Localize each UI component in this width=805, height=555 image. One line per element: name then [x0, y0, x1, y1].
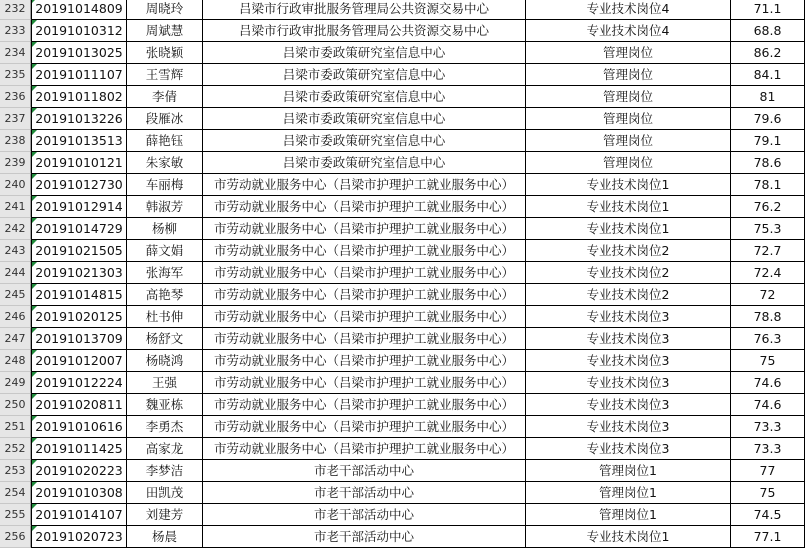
- cell-score[interactable]: 74.6: [731, 372, 805, 394]
- text-number-indicator-icon: [32, 350, 37, 355]
- cell-name[interactable]: 薛文娟: [127, 240, 203, 262]
- cell-text: 20191010308: [35, 485, 123, 500]
- cell-score[interactable]: 72.4: [731, 262, 805, 284]
- cell-position[interactable]: 管理岗位: [526, 108, 731, 130]
- cell-unit[interactable]: 市劳动就业服务中心（吕梁市护理护工就业服务中心）: [203, 262, 526, 284]
- cell-position[interactable]: 管理岗位: [526, 130, 731, 152]
- cell-name[interactable]: 王强: [127, 372, 203, 394]
- cell-text: 20191012730: [35, 177, 123, 192]
- cell-text: 20191010616: [35, 419, 123, 434]
- cell-name[interactable]: 韩淑芳: [127, 196, 203, 218]
- cell-name[interactable]: 车丽梅: [127, 174, 203, 196]
- cell-id[interactable]: [31, 86, 127, 108]
- cell-text: 20191013226: [35, 111, 123, 126]
- cell-text: 20191011107: [35, 67, 123, 82]
- text-number-indicator-icon: [32, 284, 37, 289]
- cell-position[interactable]: 专业技术岗位2: [526, 262, 731, 284]
- cell-unit[interactable]: 吕梁市委政策研究室信息中心: [203, 108, 526, 130]
- cell-score[interactable]: 78.8: [731, 306, 805, 328]
- text-number-indicator-icon: [32, 64, 37, 69]
- text-number-indicator-icon: [32, 394, 37, 399]
- cell-text: 20191020723: [35, 529, 123, 544]
- cell-score[interactable]: 74.6: [731, 394, 805, 416]
- cell-score[interactable]: 68.8: [731, 20, 805, 42]
- table-row[interactable]: [0, 526, 805, 548]
- cell-name[interactable]: 刘建芳: [127, 504, 203, 526]
- text-number-indicator-icon: [32, 460, 37, 465]
- row-number-header[interactable]: 253: [0, 460, 31, 482]
- cell-score[interactable]: 75: [731, 350, 805, 372]
- table-row[interactable]: [0, 504, 805, 526]
- cell-name[interactable]: 高艳琴: [127, 284, 203, 306]
- row-number-header[interactable]: 235: [0, 64, 31, 86]
- table-row[interactable]: [0, 262, 805, 284]
- cell-text: 20191020125: [35, 309, 123, 324]
- cell-text: 20191014809: [35, 1, 123, 16]
- text-number-indicator-icon: [32, 174, 37, 179]
- table-row[interactable]: [0, 306, 805, 328]
- text-number-indicator-icon: [32, 482, 37, 487]
- row-number-header[interactable]: 250: [0, 394, 31, 416]
- table-row[interactable]: [0, 152, 805, 174]
- text-number-indicator-icon: [32, 196, 37, 201]
- table-row[interactable]: [0, 482, 805, 504]
- cell-text: 20191021303: [35, 265, 123, 280]
- cell-text: 20191020223: [35, 463, 123, 478]
- cell-unit[interactable]: 市老干部活动中心: [203, 526, 526, 548]
- cell-name[interactable]: 周晓玲: [127, 0, 203, 20]
- table-row[interactable]: [0, 196, 805, 218]
- cell-unit[interactable]: 市劳动就业服务中心（吕梁市护理护工就业服务中心）: [203, 174, 526, 196]
- table-row[interactable]: [0, 218, 805, 240]
- cell-id[interactable]: [31, 64, 127, 86]
- cell-position[interactable]: 专业技术岗位3: [526, 306, 731, 328]
- row-number-header[interactable]: 234: [0, 42, 31, 64]
- text-number-indicator-icon: [32, 152, 37, 157]
- cell-name[interactable]: 薛艳钰: [127, 130, 203, 152]
- cell-score[interactable]: 75.3: [731, 218, 805, 240]
- cell-id[interactable]: [31, 328, 127, 350]
- row-number-header[interactable]: 247: [0, 328, 31, 350]
- text-number-indicator-icon: [32, 306, 37, 311]
- cell-text: 20191012224: [35, 375, 123, 390]
- row-number-header[interactable]: 249: [0, 372, 31, 394]
- cell-score[interactable]: 75: [731, 482, 805, 504]
- text-number-indicator-icon: [32, 240, 37, 245]
- cell-unit[interactable]: 市劳动就业服务中心（吕梁市护理护工就业服务中心）: [203, 218, 526, 240]
- cell-text: 20191020811: [35, 397, 123, 412]
- cell-unit[interactable]: 市老干部活动中心: [203, 460, 526, 482]
- cell-position[interactable]: 管理岗位: [526, 42, 731, 64]
- cell-position[interactable]: 专业技术岗位1: [526, 218, 731, 240]
- row-number-header[interactable]: 252: [0, 438, 31, 460]
- cell-position[interactable]: 专业技术岗位3: [526, 372, 731, 394]
- row-number-header[interactable]: 239: [0, 152, 31, 174]
- cell-id[interactable]: [31, 372, 127, 394]
- cell-score[interactable]: 72.7: [731, 240, 805, 262]
- cell-position[interactable]: 专业技术岗位3: [526, 416, 731, 438]
- text-number-indicator-icon: [32, 86, 37, 91]
- cell-position[interactable]: 管理岗位1: [526, 460, 731, 482]
- row-number-header[interactable]: 238: [0, 130, 31, 152]
- text-number-indicator-icon: [32, 0, 37, 3]
- cell-score[interactable]: 77: [731, 460, 805, 482]
- text-number-indicator-icon: [32, 20, 37, 25]
- cell-score[interactable]: 73.3: [731, 416, 805, 438]
- cell-id[interactable]: [31, 306, 127, 328]
- table-row[interactable]: [0, 42, 805, 64]
- cell-name[interactable]: 魏亚栋: [127, 394, 203, 416]
- row-number-header[interactable]: 232: [0, 0, 31, 20]
- cell-score[interactable]: 74.5: [731, 504, 805, 526]
- cell-position[interactable]: 专业技术岗位1: [526, 526, 731, 548]
- cell-text: 20191012914: [35, 199, 123, 214]
- table-row[interactable]: [0, 460, 805, 482]
- row-number-header[interactable]: 233: [0, 20, 31, 42]
- cell-name[interactable]: 周斌慧: [127, 20, 203, 42]
- cell-id[interactable]: [31, 438, 127, 460]
- cell-unit[interactable]: 吕梁市行政审批服务管理局公共资源交易中心: [203, 0, 526, 20]
- row-number-header[interactable]: 240: [0, 174, 31, 196]
- cell-score[interactable]: 81: [731, 86, 805, 108]
- cell-text: 20191014107: [35, 507, 123, 522]
- cell-name[interactable]: 张晓颖: [127, 42, 203, 64]
- table-row[interactable]: [0, 350, 805, 372]
- row-number-header[interactable]: 245: [0, 284, 31, 306]
- row-number-header[interactable]: 255: [0, 504, 31, 526]
- cell-position[interactable]: 管理岗位: [526, 152, 731, 174]
- cell-position[interactable]: 专业技术岗位3: [526, 438, 731, 460]
- cell-unit[interactable]: 市劳动就业服务中心（吕梁市护理护工就业服务中心）: [203, 328, 526, 350]
- cell-position[interactable]: 管理岗位: [526, 64, 731, 86]
- cell-name[interactable]: 朱家敏: [127, 152, 203, 174]
- cell-text: 20191021505: [35, 243, 123, 258]
- text-number-indicator-icon: [32, 218, 37, 223]
- cell-unit[interactable]: 市劳动就业服务中心（吕梁市护理护工就业服务中心）: [203, 306, 526, 328]
- cell-unit[interactable]: 市老干部活动中心: [203, 504, 526, 526]
- table-row[interactable]: [0, 372, 805, 394]
- cell-score[interactable]: 76.3: [731, 328, 805, 350]
- text-number-indicator-icon: [32, 262, 37, 267]
- cell-unit[interactable]: 吕梁市委政策研究室信息中心: [203, 42, 526, 64]
- cell-score[interactable]: 72: [731, 284, 805, 306]
- cell-id[interactable]: [31, 504, 127, 526]
- text-number-indicator-icon: [32, 526, 37, 531]
- text-number-indicator-icon: [32, 42, 37, 47]
- cell-name[interactable]: 李梦洁: [127, 460, 203, 482]
- cell-score[interactable]: 79.1: [731, 130, 805, 152]
- row-number-header[interactable]: 243: [0, 240, 31, 262]
- cell-name[interactable]: 杨晨: [127, 526, 203, 548]
- cell-position[interactable]: 专业技术岗位1: [526, 196, 731, 218]
- row-number-header[interactable]: 254: [0, 482, 31, 504]
- row-number-header[interactable]: 237: [0, 108, 31, 130]
- table-row[interactable]: [0, 130, 805, 152]
- table-row[interactable]: [0, 394, 805, 416]
- cell-unit[interactable]: 市劳动就业服务中心（吕梁市护理护工就业服务中心）: [203, 438, 526, 460]
- cell-name[interactable]: 张海军: [127, 262, 203, 284]
- row-number-header[interactable]: 248: [0, 350, 31, 372]
- cell-unit[interactable]: 市老干部活动中心: [203, 482, 526, 504]
- cell-score[interactable]: 78.1: [731, 174, 805, 196]
- row-number-header[interactable]: 242: [0, 218, 31, 240]
- cell-name[interactable]: 杨柳: [127, 218, 203, 240]
- cell-score[interactable]: 78.6: [731, 152, 805, 174]
- cell-score[interactable]: 77.1: [731, 526, 805, 548]
- text-number-indicator-icon: [32, 108, 37, 113]
- table-row[interactable]: [0, 328, 805, 350]
- cell-name[interactable]: 杨舒文: [127, 328, 203, 350]
- table-row[interactable]: [0, 86, 805, 108]
- cell-id[interactable]: [31, 130, 127, 152]
- cell-text: 20191011802: [35, 89, 123, 104]
- table-row[interactable]: [0, 20, 805, 42]
- cell-id[interactable]: [31, 174, 127, 196]
- cell-unit[interactable]: 市劳动就业服务中心（吕梁市护理护工就业服务中心）: [203, 284, 526, 306]
- cell-name[interactable]: 段雁冰: [127, 108, 203, 130]
- table-row[interactable]: [0, 416, 805, 438]
- cell-text: 20191013513: [35, 133, 123, 148]
- cell-id[interactable]: [31, 482, 127, 504]
- cell-id[interactable]: [31, 350, 127, 372]
- cell-unit[interactable]: 市劳动就业服务中心（吕梁市护理护工就业服务中心）: [203, 416, 526, 438]
- cell-text: 20191014815: [35, 287, 123, 302]
- cell-unit[interactable]: 吕梁市委政策研究室信息中心: [203, 86, 526, 108]
- text-number-indicator-icon: [32, 328, 37, 333]
- cell-position[interactable]: 专业技术岗位1: [526, 174, 731, 196]
- table-row[interactable]: [0, 108, 805, 130]
- table-row[interactable]: [0, 240, 805, 262]
- cell-unit[interactable]: 市劳动就业服务中心（吕梁市护理护工就业服务中心）: [203, 350, 526, 372]
- cell-text: 20191011425: [35, 441, 123, 456]
- cell-name[interactable]: 杜书伸: [127, 306, 203, 328]
- cell-name[interactable]: 杨晓鸿: [127, 350, 203, 372]
- cell-text: 20191010121: [35, 155, 123, 170]
- cell-score[interactable]: 84.1: [731, 64, 805, 86]
- cell-position[interactable]: 专业技术岗位4: [526, 20, 731, 42]
- cell-name[interactable]: 李倩: [127, 86, 203, 108]
- cell-position[interactable]: 管理岗位1: [526, 482, 731, 504]
- cell-position[interactable]: 专业技术岗位3: [526, 328, 731, 350]
- cell-name[interactable]: 高家龙: [127, 438, 203, 460]
- cell-position[interactable]: 专业技术岗位2: [526, 240, 731, 262]
- cell-unit[interactable]: 市劳动就业服务中心（吕梁市护理护工就业服务中心）: [203, 240, 526, 262]
- cell-id[interactable]: [31, 108, 127, 130]
- row-number-header[interactable]: 244: [0, 262, 31, 284]
- cell-id[interactable]: [31, 460, 127, 482]
- cell-text: 20191013025: [35, 45, 123, 60]
- cell-unit[interactable]: 市劳动就业服务中心（吕梁市护理护工就业服务中心）: [203, 394, 526, 416]
- cell-score[interactable]: 71.1: [731, 0, 805, 20]
- cell-position[interactable]: 专业技术岗位4: [526, 0, 731, 20]
- cell-id[interactable]: [31, 394, 127, 416]
- cell-position[interactable]: 专业技术岗位3: [526, 350, 731, 372]
- table-row[interactable]: [0, 174, 805, 196]
- cell-id[interactable]: [31, 152, 127, 174]
- cell-id[interactable]: [31, 416, 127, 438]
- cell-score[interactable]: 73.3: [731, 438, 805, 460]
- cell-position[interactable]: 管理岗位: [526, 86, 731, 108]
- cell-unit[interactable]: 吕梁市委政策研究室信息中心: [203, 64, 526, 86]
- cell-name[interactable]: 田凯茂: [127, 482, 203, 504]
- cell-score[interactable]: 86.2: [731, 42, 805, 64]
- cell-unit[interactable]: 吕梁市委政策研究室信息中心: [203, 130, 526, 152]
- cell-score[interactable]: 76.2: [731, 196, 805, 218]
- cell-position[interactable]: 专业技术岗位3: [526, 394, 731, 416]
- text-number-indicator-icon: [32, 504, 37, 509]
- cell-score[interactable]: 79.6: [731, 108, 805, 130]
- cell-text: 20191014729: [35, 221, 123, 236]
- cell-id[interactable]: [31, 262, 127, 284]
- text-number-indicator-icon: [32, 130, 37, 135]
- cell-unit[interactable]: 市劳动就业服务中心（吕梁市护理护工就业服务中心）: [203, 372, 526, 394]
- cell-id[interactable]: [31, 0, 127, 20]
- row-number-header[interactable]: 251: [0, 416, 31, 438]
- cell-id[interactable]: [31, 42, 127, 64]
- cell-unit[interactable]: 吕梁市委政策研究室信息中心: [203, 152, 526, 174]
- cell-id[interactable]: [31, 284, 127, 306]
- text-number-indicator-icon: [32, 416, 37, 421]
- cell-name[interactable]: 王雪辉: [127, 64, 203, 86]
- cell-unit[interactable]: 市劳动就业服务中心（吕梁市护理护工就业服务中心）: [203, 196, 526, 218]
- cell-position[interactable]: 管理岗位1: [526, 504, 731, 526]
- cell-text: 20191010312: [35, 23, 123, 38]
- text-number-indicator-icon: [32, 372, 37, 377]
- cell-text: 20191012007: [35, 353, 123, 368]
- cell-id[interactable]: [31, 240, 127, 262]
- row-number-header[interactable]: 256: [0, 526, 31, 548]
- row-number-header[interactable]: 241: [0, 196, 31, 218]
- text-number-indicator-icon: [32, 438, 37, 443]
- cell-position[interactable]: 专业技术岗位2: [526, 284, 731, 306]
- table-row[interactable]: [0, 284, 805, 306]
- cell-id[interactable]: [31, 526, 127, 548]
- cell-id[interactable]: [31, 20, 127, 42]
- cell-text: 20191013709: [35, 331, 123, 346]
- cell-id[interactable]: [31, 196, 127, 218]
- table-row[interactable]: [0, 0, 805, 20]
- cell-name[interactable]: 李勇杰: [127, 416, 203, 438]
- row-number-header[interactable]: 246: [0, 306, 31, 328]
- table-row[interactable]: [0, 438, 805, 460]
- cell-unit[interactable]: 吕梁市行政审批服务管理局公共资源交易中心: [203, 20, 526, 42]
- table-row[interactable]: [0, 64, 805, 86]
- row-number-header[interactable]: 236: [0, 86, 31, 108]
- cell-id[interactable]: [31, 218, 127, 240]
